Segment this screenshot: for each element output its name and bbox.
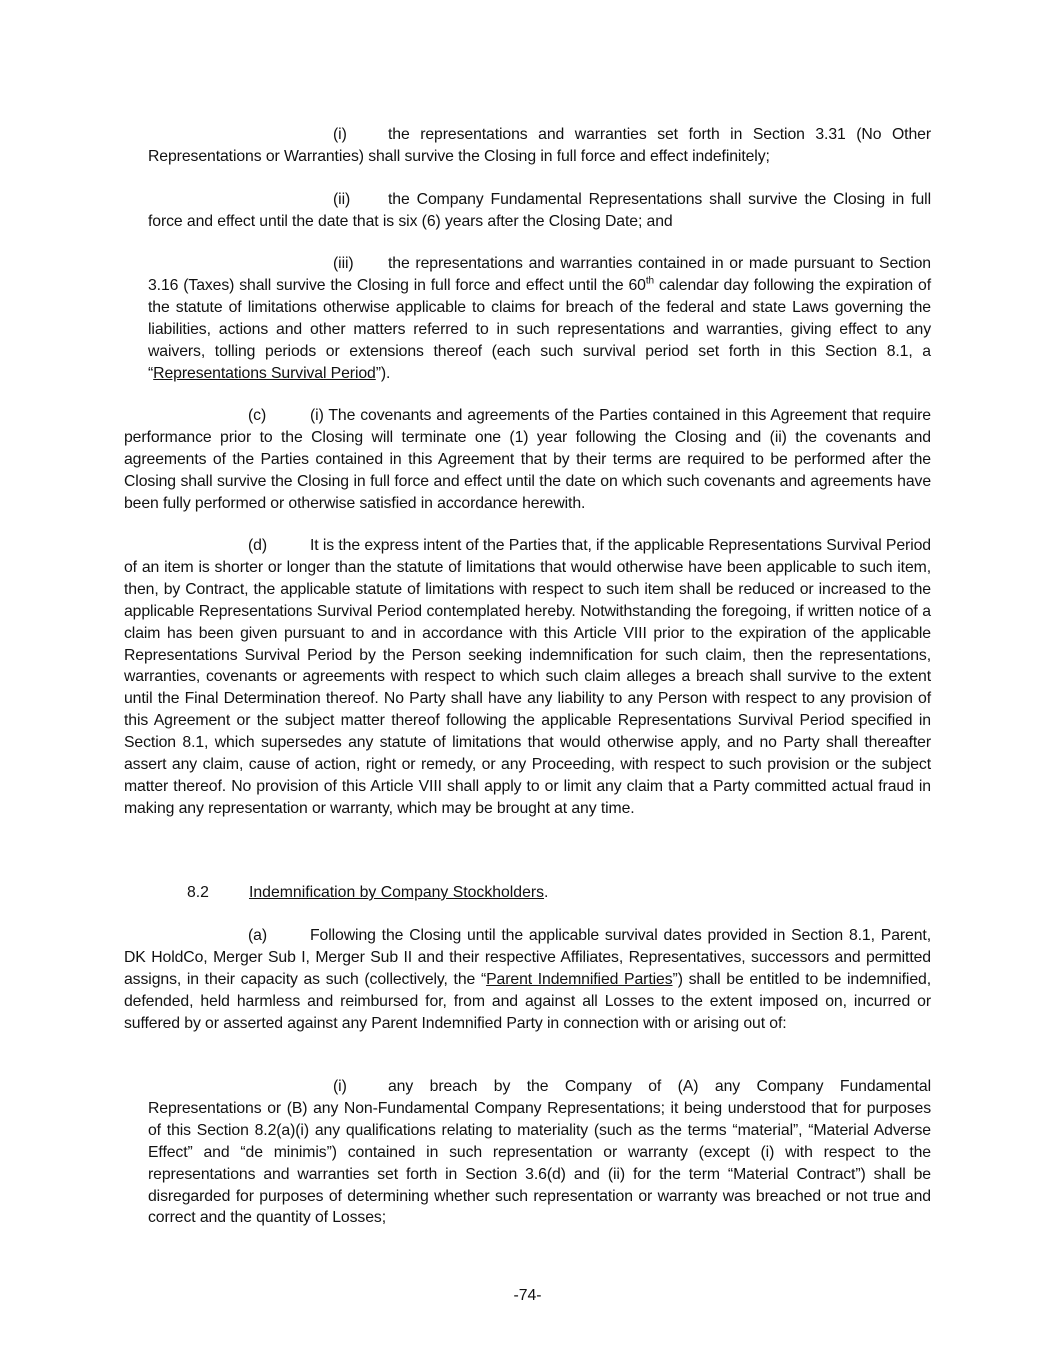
clause-marker: (c) [248,407,267,424]
paragraph-8-1-d [124,535,931,820]
clause-text: Following the Closing until the applicable survival dates provided in Section 8.1, Parent, DK HoldCo, Merger Sub I, Merger Sub II and their respective Affiliates, Representatives, successors and permitted assigns, in their capacity as such (collectively, the “ [124,927,931,988]
clause-text: (i) The covenants and agreements of the Parties contained in this Agreement that require performance prior to the Closing will terminate one (1) year following the Closing and (ii) the covenants and agreements of the Parties contained in this Agreement that by their terms are required to be performed after the Closing shall survive the Closing in full force and effect until the date on which such covenants and agreements have been fully performed or otherwise satisfied in accordance herewith. [124,407,931,512]
paragraph-8-2-a [124,925,931,1035]
clause-text: the Company Fundamental Representations shall survive the Closing in full force and effect until the date that is six (6) years after the Closing Date; and [148,191,931,230]
paragraph-8-2-a-i [148,1076,931,1229]
clause-marker: (i) [333,1078,347,1095]
paragraph-8-1-b-ii [148,189,931,233]
defined-term: Parent Indemnified Parties [486,970,673,988]
page-number: -74- [513,1287,542,1304]
clause-text-end: ”). [375,364,391,382]
section-title: Indemnification by Company Stockholders [249,884,545,901]
clause-marker: (d) [248,537,268,554]
section-number: 8.2 [187,884,209,901]
ordinal-superscript: th [645,275,654,287]
section-heading-8-2 [187,882,548,904]
paragraph-8-1-b-i [148,124,931,168]
defined-term: Representations Survival Period [153,364,376,382]
clause-text-continued: ”) shall be entitled to be indemnified, defended, held harmless and reimbursed for, from and against all Losses to the extent imposed on, incurred or suffered by or asserted against any Parent Indemnified Party in connection with or arising out of: [124,970,931,1032]
clause-marker: (iii) [333,255,354,272]
clause-text: any breach by the Company of (A) any Company Fundamental Representations or (B) any Non-Fundamental Company Representations; it being understood that for purposes of this Section 8.2(a)(i) any qualifications relating to materiality (such as the terms “material”, “Material Adverse Effect” and “de minimis”) contained in such representation or warranty (except (i) with respect to the representations and warranties set forth in Section 3.6(d) and (ii) for the term “Material Contract”) shall be disregarded for purposes of determining whether such representation or warranty was breached or not true and correct and the quantity of Losses; [148,1078,931,1227]
paragraph-8-1-c [124,405,931,515]
clause-marker: (a) [248,927,268,944]
paragraph-8-1-b-iii [148,253,931,384]
clause-text: the representations and warranties contained in or made pursuant to Section 3.16 (Taxes) shall survive the Closing in full force and effect until the 60 [148,255,931,294]
clause-text: It is the express intent of the Parties that, if the applicable Representations Survival Period of an item is shorter or longer than the statute of limitations that would otherwise have been applicable to such item, then, by Contract, the applicable statute of limitations with respect to such item shall be reduced or increased to the applicable Representations Survival Period contemplated hereby. Notwithstanding the foregoing, if written notice of a claim has been given pursuant to and in accordance with this Article VIII prior to the expiration of the applicable Representations Survival Period by the Person seeking indemnification for such claim, then the representations, warranties, covenants or agreements with respect to which such claim alleges a breach shall survive to the extent until the Final Determination thereof. No Party shall have any liability to any Person with respect to any provision of this Agreement or the subject matter thereof following the applicable Representations Survival Period specified in Section 8.1, which supersedes any statute of limitations that would otherwise apply, and no Party shall thereafter assert any claim, cause of action, right or remedy, or any Proceeding, with respect to such provision or the subject matter thereof. No provision of this Article VIII shall apply to or limit any claim that a Party committed actual fraud in making any representation or warranty, which may be brought at any time. [124,537,931,817]
clause-marker: (i) [333,126,347,143]
clause-marker: (ii) [333,191,351,208]
clause-text-continued: calendar day following the expiration of the statute of limitations otherwise applicable to claims for breach of the federal and state Laws governing the liabilities, actions and other matters referred to in such representations and warranties, giving effect to any waivers, tolling periods or extensions thereof (each such survival period set forth in this Section 8.1, a “ [148,276,931,382]
section-title-period: . [544,884,549,901]
clause-text: the representations and warranties set forth in Section 3.31 (No Other Representations or Warranties) shall survive the Closing in full force and effect indefinitely; [148,126,931,165]
